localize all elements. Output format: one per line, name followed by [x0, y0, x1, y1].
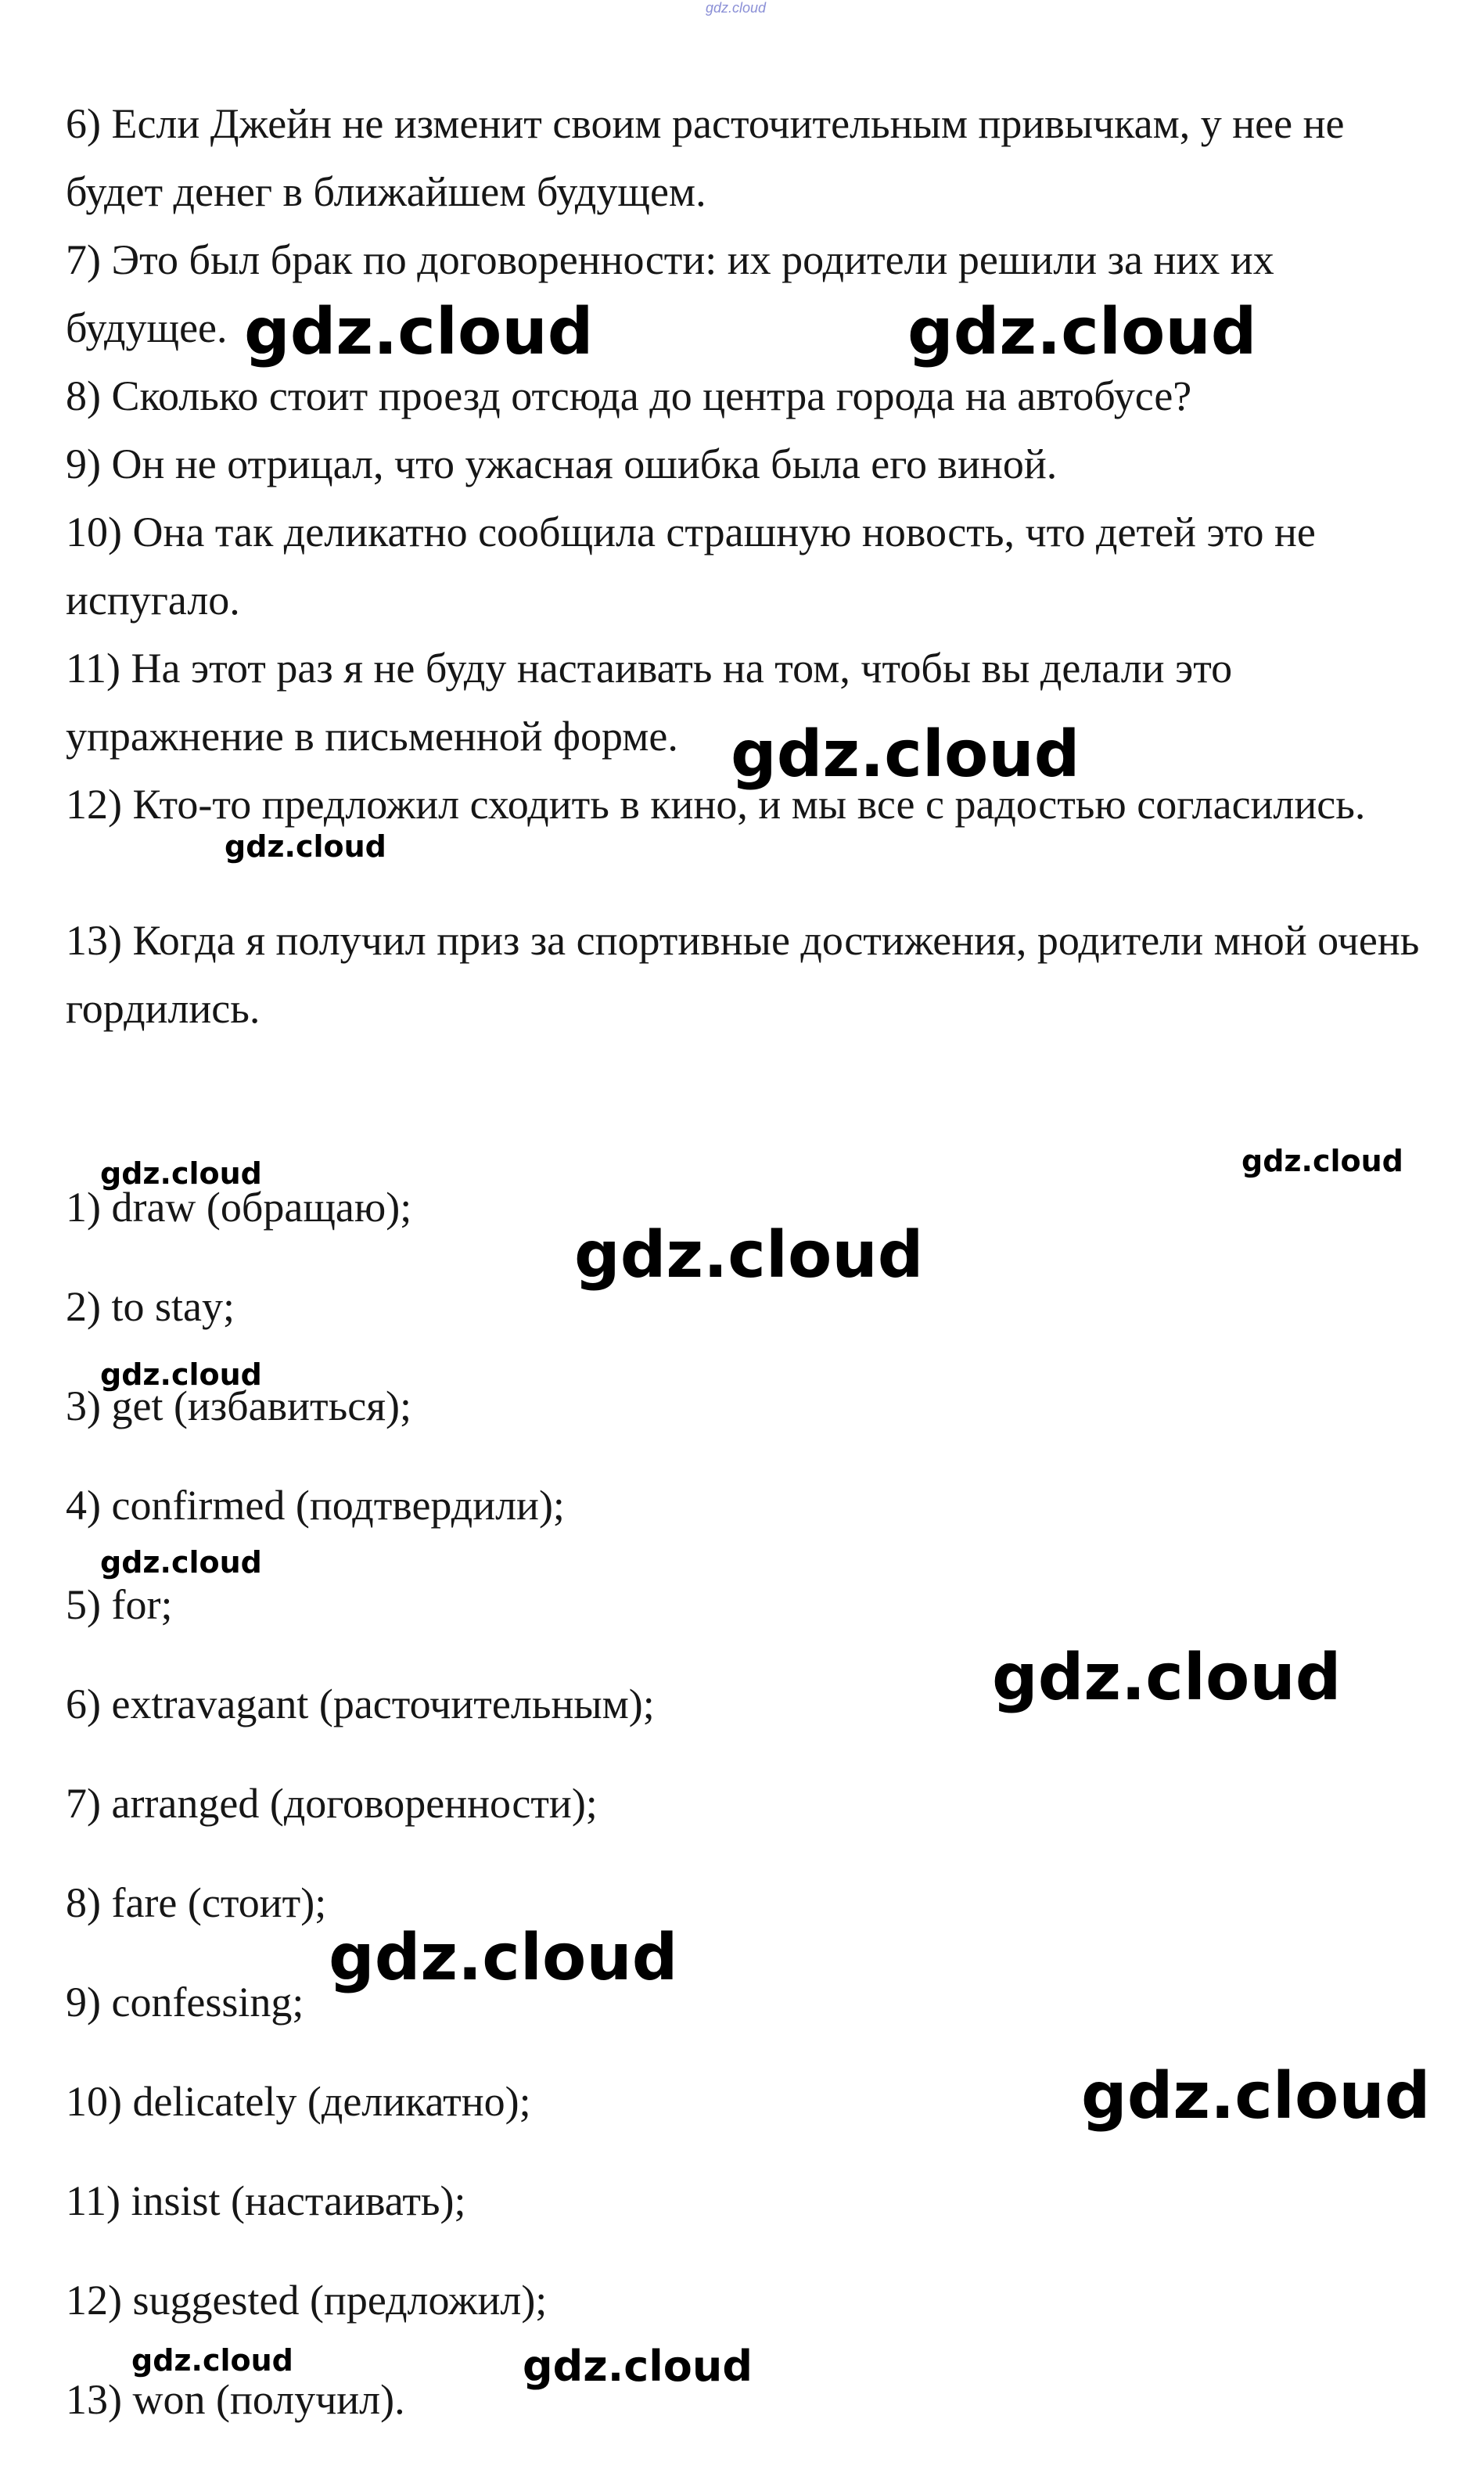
answer-8: 8) fare (стоит); [66, 1879, 327, 1926]
answer-1: 1) draw (обращаю); [66, 1184, 412, 1231]
watermark: gdz.cloud [523, 2342, 753, 2391]
watermark: gdz.cloud [329, 1921, 678, 1995]
answer-11: 11) insist (настаивать); [66, 2177, 466, 2224]
watermark: gdz.cloud [1081, 2059, 1431, 2134]
answer-13: 13) won (получил). [66, 2376, 405, 2423]
watermark: gdz.cloud [100, 1545, 262, 1580]
watermark: gdz.cloud [131, 2343, 293, 2378]
watermark: gdz.cloud [244, 295, 594, 369]
translation-11: 11) На этот раз я не буду настаивать на том, чтобы вы делали это упражнение в письменной форме. [66, 645, 1243, 760]
watermark: gdz.cloud [992, 1641, 1342, 1715]
watermark: gdz.cloud [225, 829, 386, 864]
translation-10: 10) Она так деликатно сообщила страшную новость, что детей это не испугало. [66, 509, 1327, 624]
translation-9: 9) Он не отрицал, что ужасная ошибка была его виной. [66, 440, 1058, 487]
answer-12: 12) suggested (предложил); [66, 2277, 548, 2324]
translation-8: 8) Сколько стоит проезд отсюда до центра города на автобусе? [66, 372, 1192, 419]
watermark: gdz.cloud [907, 295, 1257, 369]
answer-4: 4) confirmed (подтвердили); [66, 1482, 565, 1529]
answer-5: 5) for; [66, 1581, 173, 1628]
top-watermark: gdz.cloud [706, 0, 767, 16]
answer-10: 10) delicately (деликатно); [66, 2078, 531, 2125]
watermark: gdz.cloud [100, 1156, 262, 1191]
answer-3: 3) get (избавиться); [66, 1382, 412, 1429]
watermark: gdz.cloud [100, 1357, 262, 1392]
watermark: gdz.cloud [574, 1218, 924, 1292]
answer-2: 2) to stay; [66, 1283, 235, 1330]
translation-13: 13) Когда я получил приз за спортивные достижения, родители мной очень гордились. [66, 917, 1430, 1032]
translation-7: 7) Это был брак по договоренности: их родители решили за них их будущее. [66, 236, 1285, 351]
translation-12: 12) Кто-то предложил сходить в кино, и мы все с радостью согласились. [66, 781, 1366, 828]
answer-7: 7) arranged (договоренности); [66, 1780, 598, 1827]
translation-6: 6) Если Джейн не изменит своим расточительным привычкам, у нее не будет денег в ближайшем будущем. [66, 100, 1355, 215]
watermark: gdz.cloud [1241, 1144, 1403, 1178]
watermark: gdz.cloud [731, 717, 1080, 792]
answer-6: 6) extravagant (расточительным); [66, 1681, 655, 1727]
answer-9: 9) confessing; [66, 1979, 304, 2026]
